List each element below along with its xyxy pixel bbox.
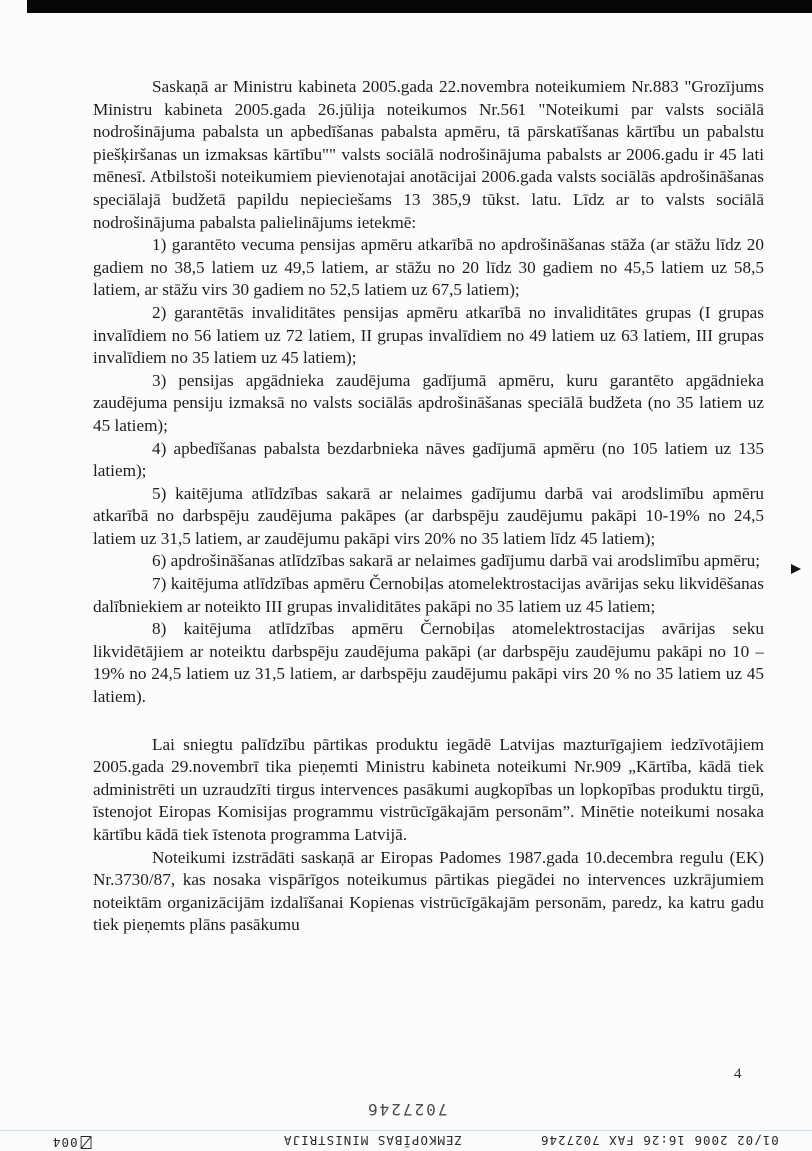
fax-page-count-label: 004 bbox=[52, 1135, 78, 1150]
list-item-4: 4) apbedīšanas pabalsta bezdarbnieka nāves gadījumā apmēru (no 105 latiem uz 135 latiem); bbox=[93, 438, 764, 481]
paragraph-intro: Saskaņā ar Ministru kabineta 2005.gada 22.novembra noteikumiem Nr.883 "Grozījums Ministru kabineta 2005.gada 26.jūlija noteikumos Nr.561 "Noteikumi par valsts sociālā nodrošinājuma pabalsta un apbedīšanas pabalsta apmēru, tā pārskatīšanas kārtību un pabalstu piešķiršanas un izmaksas kārtību"" valsts sociālā nodrošinājuma pabalsts ar 2006.gadu ir 45 lati mēnesī. Atbilstoši noteikumiem pievienotajai anotācijai 2006.gada valsts sociālās apdrošināšanas speciālajā budžetā papildu nepieciešams 13 385,9 tūkst. latu. Līdz ar to valsts sociālā nodrošinājuma pabalsta palielinājums ietekmē: bbox=[93, 77, 764, 232]
list-item-8: 8) kaitējuma atlīdzības apmēru Černobiļas atomelektrostacijas avārijas seku likvidētājiem ar noteiktu darbspēju zaudējuma pakāpi (ar darbspēju zaudējumu pakāpi no 10 –19% no 24,5 latiem uz 31,5 latiem, ar darbspēju zaudējumu pakāpi virs 20 % no 35 latiem uz 45 latiem). bbox=[93, 619, 764, 707]
fax-number-stamp: 7027246 bbox=[366, 1100, 448, 1119]
list-item-3: 3) pensijas apgādnieka zaudējuma gadījumā apmēru, kuru garantēto apgādnieka zaudējuma pensiju izmaksā no valsts sociālās apdrošināšanas speciālā budžeta (no 35 latiem uz 45 latiem); bbox=[93, 370, 764, 435]
fax-page-icon bbox=[81, 1133, 92, 1149]
scan-artifact-bar bbox=[27, 0, 812, 13]
fax-sender-name: ZEMKOPĪBAS MINISTRIJA bbox=[283, 1133, 463, 1148]
fax-page-count bbox=[52, 1133, 92, 1150]
paragraph-regulation: Noteikumi izstrādāti saskaņā ar Eiropas Padomes 1987.gada 10.decembra regulu (EK) Nr.3730/87, kas nosaka vispārīgos noteikumus pārtikas piegādei no intervences uzkrājumiem noteiktām organizācijām izdalīšanai Kopienas vistrūcīgākajām personām, paredz, ka katru gadu tiek pieņemts plāns pasākumu bbox=[93, 847, 764, 935]
list-item-1: 1) garantēto vecuma pensijas apmēru atkarībā no apdrošināšanas stāža (ar stāžu līdz 20 gadiem no 38,5 latiem uz 49,5 latiem, ar stāžu no 20 līdz 30 gadiem no 45,5 latiem uz 58,5 latiem, ar stāžu virs 30 gadiem no 52,5 latiem uz 67,5 latiem); bbox=[93, 235, 764, 300]
page-number: 4 bbox=[734, 1066, 742, 1082]
list-item-6: 6) apdrošināšanas atlīdzības sakarā ar nelaimes gadījumu darbā vai arodslimību apmēru; bbox=[152, 551, 761, 571]
document-body bbox=[93, 76, 764, 937]
list-item-5: 5) kaitējuma atlīdzības sakarā ar nelaimes gadījumu darbā vai arodslimību apmēru atkarībā no darbspēju zaudējuma pakāpes (ar darbspēju zaudējumu pakāpi 10-19% no 24,5 latiem uz 31,5 latiem, ar zaudējumu pakāpi virs 20% no 35 latiem līdz 45 latiem); bbox=[93, 483, 764, 548]
fax-timestamp: 01/02 2006 16:26 FAX 7027246 bbox=[540, 1133, 779, 1148]
list-item-7: 7) kaitējuma atlīdzības apmēru Černobiļas atomelektrostacijas avārijas seku likvidēšanas dalībniekiem ar noteikto III grupas invaliditātes pakāpi no 35 latiem uz 45 latiem; bbox=[93, 574, 764, 616]
fax-footer bbox=[0, 1133, 812, 1151]
paragraph-food-aid: Lai sniegtu palīdzību pārtikas produktu iegādē Latvijas mazturīgajiem iedzīvotājiem 2005.gada 29.novembrī tika pieņemti Ministru kabineta noteikumi Nr.909 „Kārtība, kādā tiek administrēti un uzraudzīti tirgus intervences pasākumi augkopības un lopkopības produktu tirgū, īstenojot Eiropas Komisijas programmu vistrūcīgākajām personām”. Minētie noteikumi nosaka kārtību kādā tiek īstenota programma Latvijā. bbox=[93, 734, 764, 844]
list-item-2: 2) garantētās invaliditātes pensijas apmēru atkarībā no invaliditātes grupas (I grupas invalīdiem no 56 latiem uz 72 latiem, II grupas invalīdiem no 49 latiem uz 63 latiem, III grupas invalīdiem no 35 latiem uz 45 latiem); bbox=[93, 302, 764, 368]
footer-divider bbox=[0, 1130, 812, 1131]
cursor-arrow-icon bbox=[791, 564, 801, 574]
